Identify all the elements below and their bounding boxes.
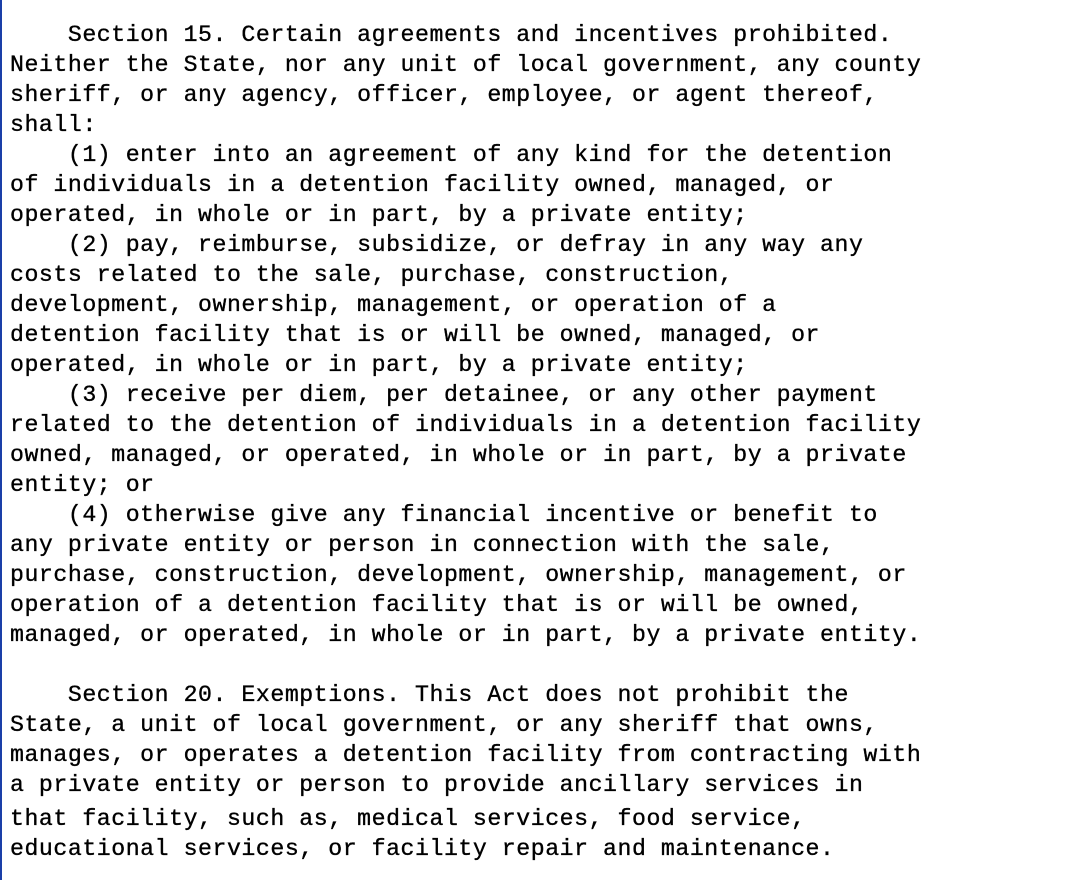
section-20-line: that facility, such as, medical services, food service,: [10, 806, 806, 832]
section-15-line: sheriff, or any agency, officer, employee, or agent thereof,: [10, 82, 878, 108]
section-15-line: development, ownership, management, or operation of a: [10, 292, 777, 318]
section-15-line: costs related to the sale, purchase, construction,: [10, 262, 734, 288]
section-20-line: educational services, or facility repair and maintenance.: [10, 836, 835, 862]
section-15-line: entity; or: [10, 472, 155, 498]
section-15-line: (2) pay, reimburse, subsidize, or defray in any way any: [10, 232, 864, 258]
section-15-line: owned, managed, or operated, in whole or in part, by a private: [10, 442, 907, 468]
section-15-line: managed, or operated, in whole or in part, by a private entity.: [10, 622, 922, 648]
section-20-line: Section 20. Exemptions. This Act does not prohibit the: [10, 682, 849, 708]
section-20-line: a private entity or person to provide ancillary services in: [10, 772, 864, 798]
section-15: [10, 20, 1070, 650]
section-15-line: shall:: [10, 112, 97, 138]
section-15-line: operated, in whole or in part, by a private entity;: [10, 202, 748, 228]
section-20: [10, 680, 1070, 864]
section-15-line: operated, in whole or in part, by a private entity;: [10, 352, 748, 378]
section-15-line: purchase, construction, development, ownership, management, or: [10, 562, 907, 588]
section-20-line: State, a unit of local government, or any sheriff that owns,: [10, 712, 878, 738]
statute-text: [10, 20, 1070, 864]
section-15-line: detention facility that is or will be owned, managed, or: [10, 322, 821, 348]
section-15-line: (4) otherwise give any financial incentive or benefit to: [10, 502, 878, 528]
section-15-line: operation of a detention facility that is or will be owned,: [10, 592, 864, 618]
section-15-line: of individuals in a detention facility owned, managed, or: [10, 172, 835, 198]
section-15-line: related to the detention of individuals in a detention facility: [10, 412, 922, 438]
section-15-line: Section 15. Certain agreements and incentives prohibited.: [10, 22, 893, 48]
section-spacer: [10, 650, 1070, 680]
section-15-line: any private entity or person in connection with the sale,: [10, 532, 835, 558]
section-15-line: Neither the State, nor any unit of local government, any county: [10, 52, 922, 78]
section-15-line: (1) enter into an agreement of any kind for the detention: [10, 142, 893, 168]
section-15-line: (3) receive per diem, per detainee, or any other payment: [10, 382, 878, 408]
section-20-line: manages, or operates a detention facility from contracting with: [10, 742, 922, 768]
